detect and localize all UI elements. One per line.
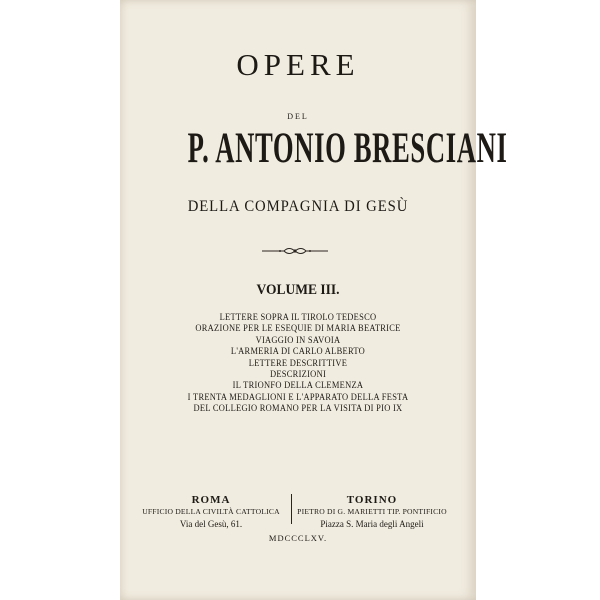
contents-item: ORAZIONE PER LE ESEQUIE DI MARIA BEATRICE bbox=[195, 323, 401, 334]
title-page bbox=[120, 0, 508, 600]
imprint-address: Via del Gesù, 61. bbox=[179, 519, 243, 529]
fleuron-rule-icon bbox=[262, 244, 328, 258]
contents-item: IL TRIONFO DELLA CLEMENZA bbox=[232, 380, 364, 391]
imprint-divider bbox=[291, 494, 292, 524]
series-title: OPERE bbox=[236, 47, 360, 82]
imprint-city: TORINO bbox=[346, 494, 398, 506]
volume-label: VOLUME III. bbox=[256, 282, 340, 298]
contents-list bbox=[120, 312, 476, 415]
imprint bbox=[120, 494, 476, 534]
imprint-turin bbox=[292, 494, 452, 530]
contents-item: I TRENTA MEDAGLIONI E L'APPARATO DELLA FESTA bbox=[187, 391, 409, 402]
contents-item: DESCRIZIONI bbox=[269, 369, 327, 380]
preposition: DEL bbox=[287, 112, 309, 121]
imprint-publisher: PIETRO DI G. MARIETTI TIP. PONTIFICIO bbox=[297, 507, 447, 516]
contents-item: LETTERE SOPRA IL TIROLO TEDESCO bbox=[219, 312, 377, 322]
author-name: P. ANTONIO BRESCIANI bbox=[187, 125, 508, 172]
contents-item: L'ARMERIA DI CARLO ALBERTO bbox=[230, 346, 366, 357]
contents-item: VIAGGIO IN SAVOIA bbox=[255, 334, 341, 345]
contents-item: DEL COLLEGIO ROMANO PER LA VISITA DI PIO IX bbox=[193, 403, 403, 414]
contents-item: LETTERE DESCRITTIVE bbox=[248, 357, 348, 368]
imprint-address: Piazza S. Maria degli Angeli bbox=[320, 519, 424, 529]
imprint-rome bbox=[136, 494, 286, 530]
affiliation: DELLA COMPAGNIA DI GESÙ bbox=[187, 198, 409, 215]
publication-year: MDCCCLXV. bbox=[268, 533, 328, 543]
imprint-city: ROMA bbox=[191, 494, 231, 506]
imprint-publisher: UFFICIO DELLA CIVILTÀ CATTOLICA bbox=[142, 507, 280, 516]
